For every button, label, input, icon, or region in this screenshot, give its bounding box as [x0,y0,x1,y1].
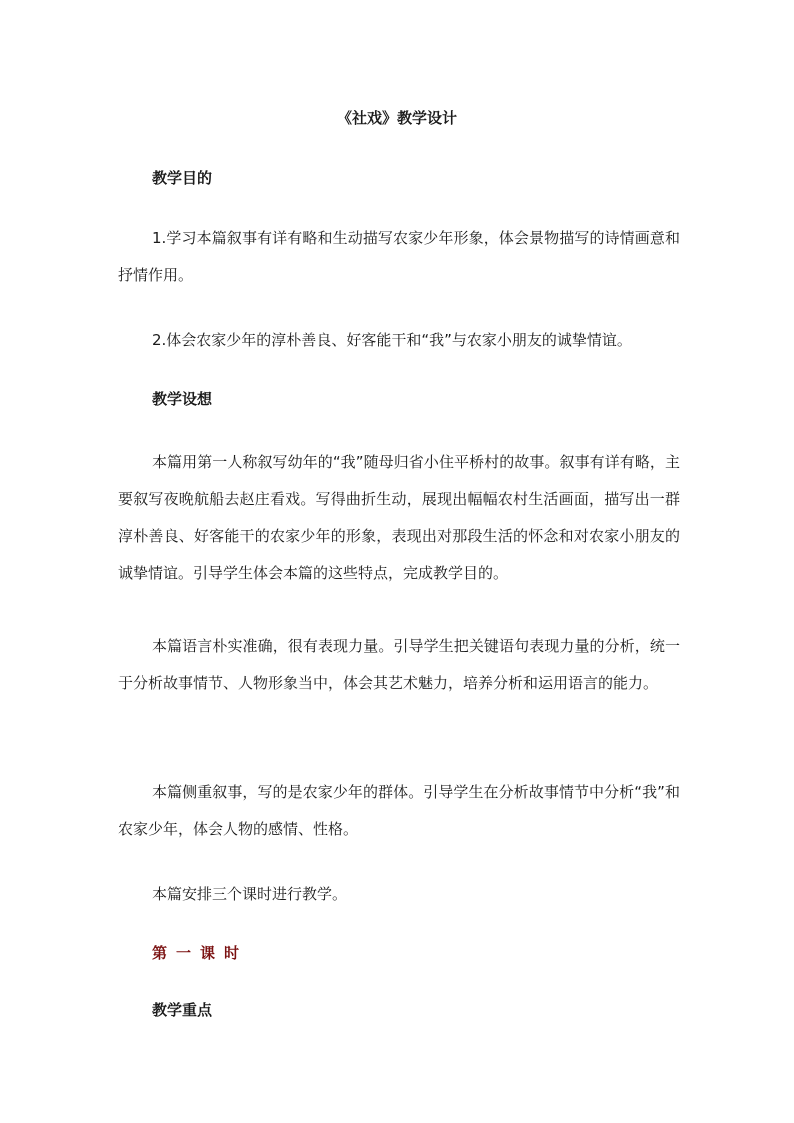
objective-1-paragraph: 1.学习本篇叙事有详有略和生动描写农家少年形象，体会景物描写的诗情画意和抒情作用。 [118,229,680,284]
lesson-heading: 第一课时 [152,944,249,962]
document-title: 《社戏》教学设计 [336,109,457,127]
objectives-heading: 教学目的 [152,169,213,187]
design-heading: 教学设想 [152,390,213,408]
objective-2-paragraph: 2.体会农家少年的淳朴善良、好客能干和“我”与农家小朋友的诚挚情谊。 [152,331,632,349]
design-paragraph-1: 本篇用第一人称叙写幼年的“我”随母归省小住平桥村的故事。叙事有详有略，主要叙写夜晚航船去赵庄看戏。写得曲折生动，展现出幅幅农村生活画面，描写出一群淳朴善良、好客能干的农家少年的形象，表现出对那段生活的怀念和对农家小朋友的诚挚情谊。引导学生体会本篇的这些特点，完成教学目的。 [118,453,680,582]
focus-heading: 教学重点 [152,1001,213,1019]
design-paragraph-3: 本篇侧重叙事，写的是农家少年的群体。引导学生在分析故事情节中分析“我”和农家少年，体会人物的感情、性格。 [118,783,680,838]
design-paragraph-2: 本篇语言朴实准确，很有表现力量。引导学生把关键语句表现力量的分析，统一于分析故事情节、人物形象当中，体会其艺术魅力，培养分析和运用语言的能力。 [118,637,680,692]
design-paragraph-4: 本篇安排三个课时进行教学。 [152,885,348,903]
